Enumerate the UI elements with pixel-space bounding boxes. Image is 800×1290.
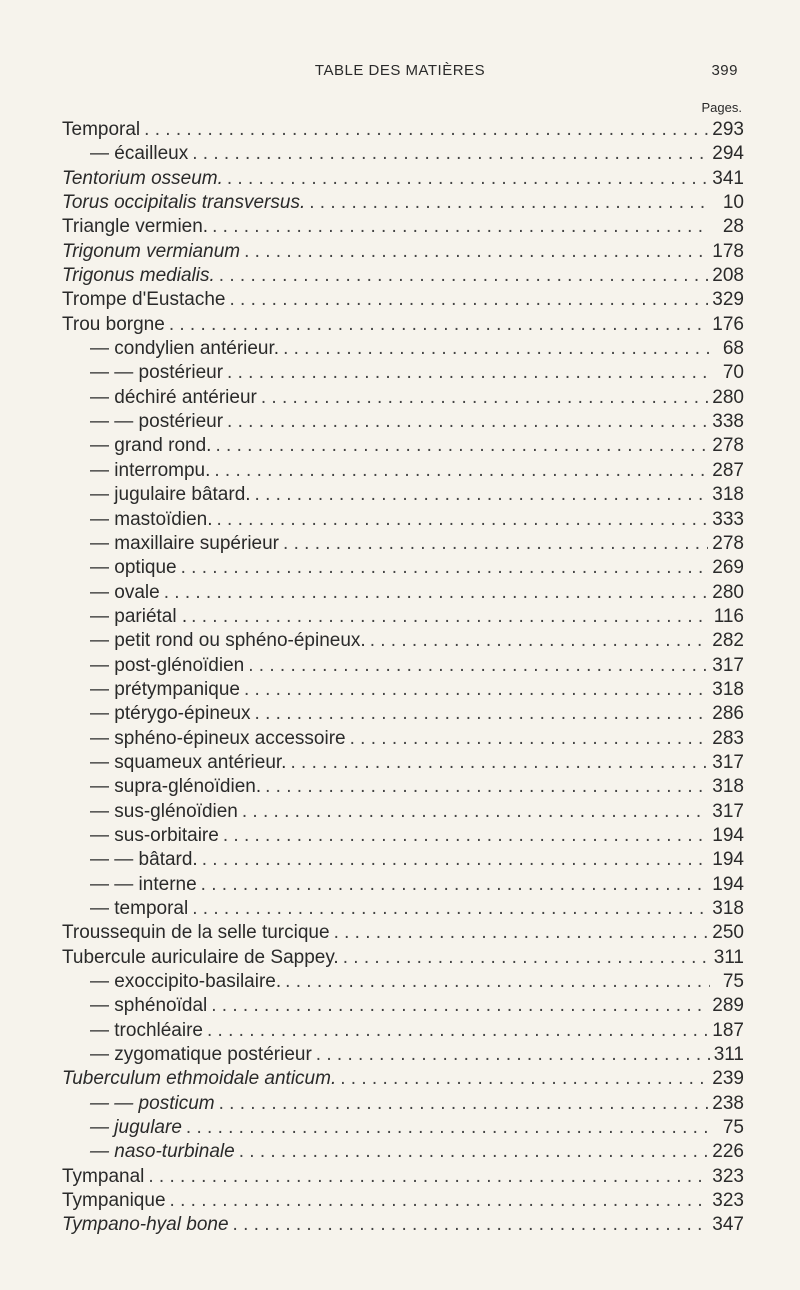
dot-leader xyxy=(281,970,710,994)
entry-label: Tympano-hyal bone xyxy=(62,1214,229,1236)
dot-leader xyxy=(223,361,710,385)
dot-leader xyxy=(346,727,709,751)
dot-leader xyxy=(366,629,709,653)
dot-leader xyxy=(312,1043,710,1067)
dot-leader xyxy=(223,167,708,191)
entry-page-number: 10 xyxy=(722,192,744,214)
entry-label: — — interne xyxy=(90,873,197,895)
dot-leader xyxy=(188,897,708,921)
entry-label: — sphénoïdal xyxy=(90,995,208,1017)
entry-label: Tympanique xyxy=(62,1190,166,1212)
index-entry xyxy=(62,264,744,288)
entry-page-number: 194 xyxy=(712,824,744,846)
index-entry xyxy=(62,775,744,799)
entry-label: — supra-glénoïdien. xyxy=(90,776,262,798)
entry-label: Tuberculum ethmoidale anticum. xyxy=(62,1068,337,1090)
dot-leader xyxy=(182,1116,710,1140)
dot-leader xyxy=(240,678,708,702)
entry-page-number: 286 xyxy=(712,703,744,725)
entry-label: Torus occipitalis transversus. xyxy=(62,192,306,214)
index-entry xyxy=(62,1043,744,1067)
entry-page-number: 278 xyxy=(712,532,744,554)
index-entry xyxy=(62,1189,744,1213)
entry-page-number: 289 xyxy=(712,995,744,1017)
entry-page-number: 187 xyxy=(712,1019,744,1041)
dot-leader xyxy=(261,775,708,799)
index-entry xyxy=(62,970,744,994)
pages-column-label: Pages. xyxy=(701,100,742,115)
index-entry xyxy=(62,459,744,483)
entry-label: — — postérieur xyxy=(90,362,224,384)
index-entry xyxy=(62,873,744,897)
dot-leader xyxy=(238,800,708,824)
entry-page-number: 338 xyxy=(712,411,744,433)
index-entry xyxy=(62,167,744,191)
entry-page-number: 278 xyxy=(712,435,744,457)
dot-leader xyxy=(165,313,708,337)
entry-label: — petit rond ou sphéno-épineux. xyxy=(90,630,366,652)
index-entry xyxy=(62,410,744,434)
entry-page-number: 311 xyxy=(713,1044,744,1066)
dot-leader xyxy=(279,337,710,361)
dot-leader xyxy=(225,288,708,312)
entry-label: Tubercule auriculaire de Sappey. xyxy=(62,946,339,968)
entry-label: — zygomatique postérieur xyxy=(90,1044,312,1066)
dot-leader xyxy=(257,386,708,410)
entry-label: — — postérieur xyxy=(90,411,224,433)
dot-leader xyxy=(215,264,709,288)
entry-page-number: 280 xyxy=(712,386,744,408)
entry-page-number: 75 xyxy=(722,1117,744,1139)
entry-label: — naso-turbinale xyxy=(90,1141,235,1163)
dot-leader xyxy=(244,654,708,678)
entry-label: — ptérygo-épineux xyxy=(90,703,251,725)
index-entry xyxy=(62,288,744,312)
entry-page-number: 323 xyxy=(712,1190,744,1212)
index-entry xyxy=(62,581,744,605)
index-entry xyxy=(62,361,744,385)
dot-leader xyxy=(166,1189,709,1213)
entry-page-number: 282 xyxy=(712,630,744,652)
index-entry xyxy=(62,654,744,678)
dot-leader xyxy=(207,994,708,1018)
dot-leader xyxy=(187,605,710,629)
entry-page-number: 311 xyxy=(713,946,744,968)
index-entry xyxy=(62,800,744,824)
index-entry xyxy=(62,532,744,556)
entry-label: — prétympanique xyxy=(90,678,240,700)
index-entry xyxy=(62,994,744,1018)
entry-page-number: 250 xyxy=(712,922,744,944)
dot-leader xyxy=(286,751,708,775)
index-entry xyxy=(62,215,744,239)
entry-label: — déchiré antérieur xyxy=(90,386,257,408)
entry-page-number: 269 xyxy=(712,557,744,579)
dot-leader xyxy=(330,921,709,945)
dot-leader xyxy=(144,1165,708,1189)
entry-label: — jugulare xyxy=(90,1117,182,1139)
entry-page-number: 341 xyxy=(712,167,744,189)
index-entry xyxy=(62,508,744,532)
entry-label: — sus-glénoïdien xyxy=(90,800,238,822)
entry-page-number: 333 xyxy=(712,508,744,530)
index-entry xyxy=(62,751,744,775)
entry-label: — pariétal . xyxy=(90,605,188,627)
entry-label: Tympanal xyxy=(62,1165,145,1187)
index-entry xyxy=(62,1165,744,1189)
dot-leader xyxy=(251,483,709,507)
index-entry xyxy=(62,727,744,751)
entry-page-number: 116 xyxy=(713,605,744,627)
entry-label: — condylien antérieur. xyxy=(90,338,280,360)
dot-leader xyxy=(140,118,708,142)
entry-page-number: 226 xyxy=(712,1141,744,1163)
entry-label: — squameux antérieur. xyxy=(90,751,287,773)
entry-page-number: 287 xyxy=(712,459,744,481)
index-entry xyxy=(62,434,744,458)
index-entry xyxy=(62,313,744,337)
entry-page-number: 208 xyxy=(712,265,744,287)
index-entry xyxy=(62,678,744,702)
entry-page-number: 280 xyxy=(712,581,744,603)
dot-leader xyxy=(211,434,708,458)
entry-label: — exoccipito-basilaire. xyxy=(90,971,282,993)
index-entry xyxy=(62,191,744,215)
index-entry xyxy=(62,337,744,361)
index-entry xyxy=(62,386,744,410)
entry-label: Troussequin de la selle turcique xyxy=(62,922,330,944)
dot-leader xyxy=(229,1213,709,1237)
dot-leader xyxy=(188,142,708,166)
index-entry xyxy=(62,142,744,166)
index-entry xyxy=(62,1140,744,1164)
index-entry xyxy=(62,240,744,264)
index-entry xyxy=(62,921,744,945)
index-entry xyxy=(62,118,744,142)
dot-leader xyxy=(251,702,709,726)
entry-page-number: 176 xyxy=(712,313,744,335)
entry-label: — temporal xyxy=(90,898,189,919)
dot-leader xyxy=(213,508,709,532)
index-entry xyxy=(62,1067,744,1091)
entry-page-number: 70 xyxy=(722,362,744,384)
dot-leader xyxy=(203,1019,708,1043)
entry-label: Trou borgne xyxy=(62,313,165,335)
entry-page-number: 194 xyxy=(712,849,744,871)
entry-label: Temporal xyxy=(62,119,141,140)
entry-page-number: 318 xyxy=(712,678,744,700)
entry-label: — — bâtard. xyxy=(90,849,198,871)
entry-label: — post-glénoïdien xyxy=(90,654,245,676)
entry-label: — interrompu. xyxy=(90,459,211,481)
entry-label: Trompe d'Eustache xyxy=(62,289,226,311)
index-entry xyxy=(62,556,744,580)
dot-leader xyxy=(305,191,710,215)
entry-label: — maxillaire supérieur xyxy=(90,532,280,554)
entry-page-number: 68 xyxy=(722,338,744,360)
index-entry xyxy=(62,1116,744,1140)
entry-label: — mastoïdien. xyxy=(90,508,213,530)
entry-label: — écailleux xyxy=(90,143,189,165)
dot-leader xyxy=(160,581,709,605)
dot-leader xyxy=(215,1092,709,1116)
entry-page-number: 194 xyxy=(712,873,744,895)
entry-page-number: 318 xyxy=(712,484,744,506)
entry-page-number: 75 xyxy=(722,971,744,993)
entry-label: — grand rond. xyxy=(90,435,212,457)
dot-leader xyxy=(197,873,709,897)
entry-page-number: 317 xyxy=(712,800,744,822)
entry-label: Trigonum vermianum xyxy=(62,240,241,262)
header-page-number: 399 xyxy=(711,62,738,79)
entry-page-number: 178 xyxy=(712,240,744,262)
entry-page-number: 294 xyxy=(712,143,744,165)
index-entry xyxy=(62,1019,744,1043)
dot-leader xyxy=(336,1067,708,1091)
entry-page-number: 318 xyxy=(712,898,744,919)
entry-label: — optique xyxy=(90,557,177,579)
index-entry xyxy=(62,605,744,629)
entry-page-number: 318 xyxy=(712,776,744,798)
running-header xyxy=(0,62,800,86)
entry-page-number: 239 xyxy=(712,1068,744,1090)
entry-page-number: 323 xyxy=(712,1165,744,1187)
dot-leader xyxy=(208,215,710,239)
index-entry xyxy=(62,946,744,970)
entry-label: Tentorium osseum. xyxy=(62,167,223,189)
index-entries xyxy=(62,118,744,1238)
entry-page-number: 317 xyxy=(712,654,744,676)
entry-label: — sus-orbitaire xyxy=(90,824,219,846)
dot-leader xyxy=(198,848,709,872)
index-entry xyxy=(62,483,744,507)
dot-leader xyxy=(279,532,708,556)
dot-leader xyxy=(339,946,710,970)
entry-label: — jugulaire bâtard. xyxy=(90,484,251,506)
index-entry xyxy=(62,1092,744,1116)
index-entry xyxy=(62,848,744,872)
entry-label: Trigonus medialis. xyxy=(62,265,215,287)
dot-leader xyxy=(223,410,708,434)
entry-label: — trochléaire xyxy=(90,1019,203,1041)
index-entry xyxy=(62,1213,744,1237)
entry-label: — ovale xyxy=(90,581,160,603)
dot-leader xyxy=(177,556,709,580)
entry-page-number: 347 xyxy=(712,1214,744,1236)
entry-label: Triangle vermien. xyxy=(62,216,209,238)
entry-label: — sphéno-épineux accessoire xyxy=(90,727,346,749)
entry-label: — — posticum xyxy=(90,1092,215,1114)
index-entry xyxy=(62,702,744,726)
entry-page-number: 283 xyxy=(712,727,744,749)
dot-leader xyxy=(235,1140,709,1164)
index-entry xyxy=(62,824,744,848)
dot-leader xyxy=(210,459,708,483)
dot-leader xyxy=(219,824,708,848)
entry-page-number: 329 xyxy=(712,289,744,311)
entry-page-number: 28 xyxy=(722,216,744,238)
index-entry xyxy=(62,629,744,653)
entry-page-number: 293 xyxy=(712,119,744,140)
header-title: TABLE DES MATIÈRES xyxy=(314,62,486,79)
entry-page-number: 238 xyxy=(712,1092,744,1114)
index-entry xyxy=(62,897,744,921)
entry-page-number: 317 xyxy=(712,751,744,773)
dot-leader xyxy=(240,240,708,264)
